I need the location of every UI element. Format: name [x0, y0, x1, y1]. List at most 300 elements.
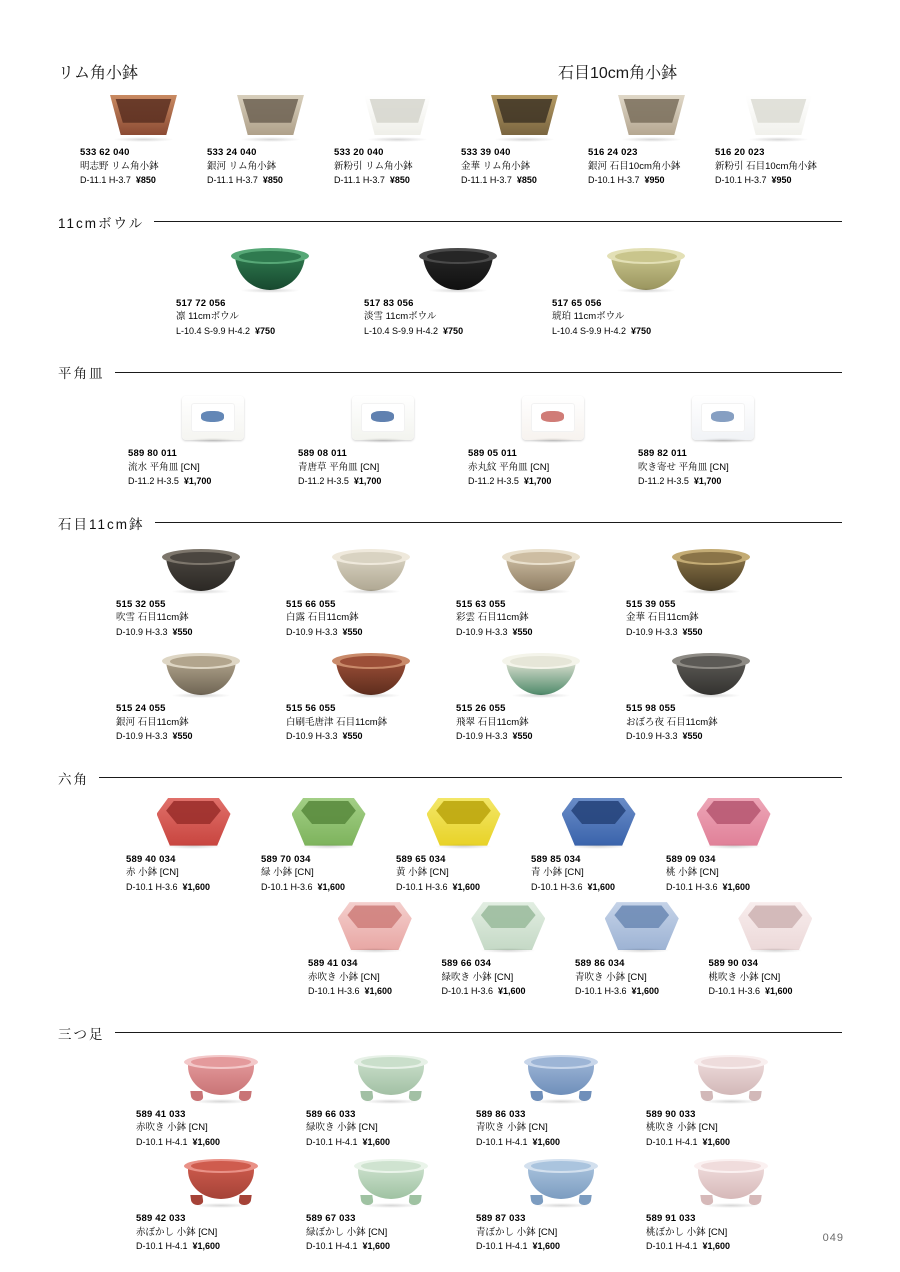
product-cell[interactable] [116, 643, 286, 744]
product-code: 517 72 056 [176, 297, 226, 309]
product-dimensions: D-10.1 H-3.6 [531, 881, 583, 892]
product-spec [364, 325, 463, 339]
product-price: ¥1,600 [182, 881, 211, 892]
product-row [58, 539, 842, 640]
product-cell[interactable] [286, 643, 456, 744]
product-name: 吹き寄せ 平角皿 [CN] [638, 461, 729, 473]
product-cell[interactable] [552, 238, 740, 339]
product-code: 533 24 040 [207, 147, 257, 158]
product-price: ¥550 [342, 626, 363, 637]
product-cell[interactable] [575, 898, 709, 999]
product-code: 589 67 033 [306, 1213, 356, 1225]
product-code: 589 05 011 [468, 448, 518, 460]
product-image [626, 643, 796, 695]
product-dimensions: L-10.4 S-9.9 H-4.2 [552, 325, 627, 336]
product-image [207, 87, 334, 139]
product-name: 白露 石目11cm鉢 [286, 612, 359, 624]
product-image [286, 539, 456, 591]
product-price: ¥550 [682, 731, 703, 742]
product-code: 515 32 055 [116, 598, 166, 610]
section-heading-rim [58, 60, 540, 83]
product-dimensions: D-10.1 H-4.1 [136, 1241, 188, 1252]
product-image [646, 1153, 816, 1205]
product-spec [461, 174, 537, 188]
product-dimensions: D-10.1 H-4.1 [476, 1136, 528, 1147]
section-title: 石目11cm鉢 [58, 516, 145, 532]
section-header [58, 212, 842, 232]
product-dimensions: D-11.1 H-3.7 [334, 175, 385, 186]
product-name: 緑 小鉢 [CN] [261, 867, 314, 879]
product-price: ¥1,600 [317, 881, 346, 892]
product-price: ¥850 [389, 175, 410, 186]
product-image [116, 643, 286, 695]
product-price: ¥1,700 [353, 476, 382, 487]
product-cell[interactable] [126, 794, 261, 895]
product-cell[interactable] [715, 87, 842, 188]
product-code: 589 08 011 [298, 448, 348, 460]
product-image [456, 539, 626, 591]
product-price: ¥1,600 [498, 986, 526, 997]
product-dimensions: L-10.4 S-9.9 H-4.2 [176, 325, 251, 336]
product-code: 515 39 055 [626, 598, 676, 610]
product-price: ¥550 [682, 626, 703, 637]
product-spec [626, 730, 703, 744]
product-dimensions: D-10.1 H-3.6 [575, 986, 627, 997]
product-spec [176, 325, 275, 339]
product-spec [646, 1240, 730, 1254]
product-price: ¥1,600 [702, 1136, 731, 1147]
heading-rule [155, 522, 842, 523]
product-cell[interactable] [461, 87, 588, 188]
product-spec [468, 475, 551, 489]
product-name: 赤ぼかし 小鉢 [CN] [136, 1226, 218, 1238]
product-cell[interactable] [531, 794, 666, 895]
product-image [306, 1153, 476, 1205]
product-dimensions: L-10.4 S-9.9 H-4.2 [364, 325, 439, 336]
product-cell[interactable] [476, 1153, 646, 1254]
product-image [476, 1049, 646, 1101]
product-cell[interactable] [666, 794, 801, 895]
product-image [136, 1153, 306, 1205]
product-spec [116, 730, 193, 744]
product-dimensions: D-10.1 H-3.6 [666, 881, 718, 892]
product-image [468, 388, 638, 440]
product-cell[interactable] [456, 643, 626, 744]
product-image [136, 1049, 306, 1101]
product-name: 琥珀 11cmボウル [552, 311, 625, 323]
product-cell[interactable] [476, 1049, 646, 1150]
product-cell[interactable] [626, 539, 796, 640]
section-header [58, 768, 842, 788]
product-cell[interactable] [136, 1153, 306, 1254]
product-row [58, 643, 842, 744]
heading-rule [115, 372, 843, 373]
product-name: 彩雲 石目11cm鉢 [456, 612, 529, 624]
product-image [442, 898, 576, 950]
section-title: 11cmボウル [58, 215, 145, 231]
product-dimensions: D-10.1 H-3.6 [261, 881, 313, 892]
product-spec [126, 881, 210, 895]
product-name: 赤丸紋 平角皿 [CN] [468, 461, 550, 473]
product-cell[interactable] [176, 238, 364, 339]
product-name: 金華 石目11cm鉢 [626, 612, 699, 624]
product-dimensions: D-11.2 H-3.5 [468, 476, 519, 487]
product-name: 銀河 リム角小鉢 [207, 160, 277, 172]
product-name: おぼろ夜 石目11cm鉢 [626, 716, 718, 728]
section-rim-kaku-kobachi [58, 60, 842, 188]
product-cell[interactable] [638, 388, 808, 489]
section-bowl-11cm [58, 212, 842, 339]
heading-rule [115, 1032, 843, 1033]
product-name: 青ぼかし 小鉢 [CN] [476, 1226, 558, 1238]
product-image [396, 794, 531, 846]
product-spec [638, 475, 721, 489]
product-dimensions: D-11.1 H-3.7 [461, 175, 512, 186]
product-spec [261, 881, 345, 895]
product-dimensions: D-11.2 H-3.5 [638, 476, 689, 487]
product-code: 589 87 033 [476, 1213, 526, 1225]
product-image [715, 87, 842, 139]
product-image [461, 87, 588, 139]
product-cell[interactable] [286, 539, 456, 640]
product-spec [396, 881, 480, 895]
product-row [58, 1153, 842, 1254]
product-image [306, 1049, 476, 1101]
product-code: 517 83 056 [364, 297, 414, 309]
product-image [261, 794, 396, 846]
product-price: ¥850 [516, 175, 537, 186]
product-dimensions: D-10.1 H-4.1 [306, 1241, 358, 1252]
product-dimensions: D-10.9 H-3.3 [286, 626, 338, 637]
product-name: 吹雪 石目11cm鉢 [116, 612, 189, 624]
product-price: ¥750 [631, 325, 652, 336]
product-price: ¥550 [512, 626, 533, 637]
product-spec [575, 985, 659, 999]
product-cell[interactable] [306, 1049, 476, 1150]
product-code: 589 65 034 [396, 853, 446, 865]
product-cell[interactable] [646, 1153, 816, 1254]
product-cell[interactable] [626, 643, 796, 744]
product-spec [531, 881, 615, 895]
product-row [58, 87, 842, 188]
product-dimensions: D-10.1 H-3.6 [308, 986, 360, 997]
product-cell[interactable] [128, 388, 298, 489]
product-image [709, 898, 843, 950]
product-code: 589 91 033 [646, 1213, 696, 1225]
product-price: ¥950 [771, 175, 792, 186]
product-dimensions: D-10.1 H-3.7 [588, 175, 640, 186]
product-code: 516 20 023 [715, 147, 765, 158]
section-title: リム角小鉢 [58, 65, 139, 82]
product-cell[interactable] [207, 87, 334, 188]
product-code: 516 24 023 [588, 147, 638, 158]
product-code: 589 80 011 [128, 448, 178, 460]
section-rokkaku [58, 768, 842, 999]
product-price: ¥1,600 [532, 1241, 561, 1252]
product-spec [306, 1136, 390, 1150]
product-dimensions: D-10.1 H-3.6 [126, 881, 178, 892]
product-dimensions: D-10.9 H-3.3 [456, 626, 508, 637]
product-code: 589 86 033 [476, 1108, 526, 1120]
product-spec [588, 174, 665, 188]
product-spec [626, 626, 703, 640]
product-code: 589 90 033 [646, 1108, 696, 1120]
product-code: 515 63 055 [456, 598, 506, 610]
product-name: 緑吹き 小鉢 [CN] [441, 971, 514, 983]
product-image [126, 794, 261, 846]
product-code: 533 20 040 [334, 147, 384, 158]
product-name: 白刷毛唐津 石目11cm鉢 [286, 716, 388, 728]
section-header [58, 513, 842, 533]
product-code: 589 42 033 [136, 1213, 186, 1225]
product-image [476, 1153, 646, 1205]
product-name: 赤 小鉢 [CN] [126, 867, 179, 879]
product-name: 緑ぼかし 小鉢 [CN] [306, 1226, 388, 1238]
product-price: ¥1,700 [523, 476, 552, 487]
product-image [176, 238, 364, 290]
product-dimensions: D-10.1 H-4.1 [646, 1241, 698, 1252]
product-code: 589 40 034 [126, 853, 176, 865]
product-image [666, 794, 801, 846]
section-title-secondary: 石目10cm角小鉢 [558, 65, 678, 82]
section-header [58, 1023, 842, 1043]
product-name: 飛翠 石目11cm鉢 [456, 716, 529, 728]
section-heading-ishime10 [558, 60, 842, 83]
section-title: 六角 [58, 771, 89, 787]
product-image [626, 539, 796, 591]
product-price: ¥1,700 [693, 476, 722, 487]
product-dimensions: D-10.9 H-3.3 [626, 626, 678, 637]
section-title: 平角皿 [58, 366, 105, 382]
product-dimensions: D-11.1 H-3.7 [80, 175, 131, 186]
product-code: 533 39 040 [461, 147, 511, 158]
product-name: 桃吹き 小鉢 [CN] [708, 971, 781, 983]
product-price: ¥1,600 [532, 1136, 561, 1147]
product-price: ¥850 [135, 175, 156, 186]
product-cell[interactable] [298, 388, 468, 489]
product-code: 533 62 040 [80, 147, 130, 158]
product-code: 515 56 055 [286, 703, 336, 715]
product-name: 明志野 リム角小鉢 [80, 160, 159, 172]
product-spec [552, 325, 651, 339]
product-image [588, 87, 715, 139]
product-price: ¥1,600 [722, 881, 751, 892]
product-name: 桃ぼかし 小鉢 [CN] [646, 1226, 728, 1238]
product-spec [476, 1136, 560, 1150]
product-name: 新粉引 石目10cm角小鉢 [715, 160, 817, 172]
section-header-pair [58, 60, 842, 83]
product-name: 金華 リム角小鉢 [461, 160, 531, 172]
product-price: ¥1,600 [631, 986, 660, 997]
product-spec [116, 626, 193, 640]
product-price: ¥1,600 [192, 1136, 221, 1147]
product-cell[interactable] [261, 794, 396, 895]
product-row [58, 238, 842, 339]
product-image [646, 1049, 816, 1101]
section-hirakakuzara [58, 362, 842, 489]
product-cell[interactable] [308, 898, 442, 999]
section-ishime-11cm [58, 513, 842, 744]
product-cell[interactable] [80, 87, 207, 188]
product-name: 淡雪 11cmボウル [364, 311, 437, 323]
product-row [58, 794, 842, 895]
product-spec [128, 475, 211, 489]
product-price: ¥1,600 [364, 986, 393, 997]
product-price: ¥1,600 [192, 1241, 221, 1252]
product-code: 589 86 034 [575, 958, 625, 970]
product-dimensions: D-10.9 H-3.3 [626, 731, 678, 742]
product-spec [456, 626, 533, 640]
product-dimensions: D-10.9 H-3.3 [286, 731, 338, 742]
product-dimensions: D-11.2 H-3.5 [298, 476, 349, 487]
product-spec [646, 1136, 730, 1150]
section-header [58, 362, 842, 382]
product-price: ¥1,600 [587, 881, 616, 892]
product-code: 589 66 034 [441, 958, 492, 970]
product-dimensions: D-11.1 H-3.7 [207, 175, 258, 186]
product-spec [709, 985, 793, 999]
product-price: ¥750 [255, 325, 276, 336]
product-dimensions: D-10.1 H-3.6 [708, 986, 761, 997]
product-spec [286, 730, 363, 744]
product-spec [715, 174, 792, 188]
product-code: 589 41 033 [136, 1108, 186, 1120]
product-price: ¥550 [512, 731, 533, 742]
product-image [116, 539, 286, 591]
product-dimensions: D-10.9 H-3.3 [116, 626, 168, 637]
product-image [531, 794, 666, 846]
product-spec [442, 985, 526, 999]
product-code: 515 98 055 [626, 703, 676, 715]
product-code: 589 09 034 [666, 853, 716, 865]
product-code: 517 65 056 [552, 297, 602, 309]
product-image [364, 238, 552, 290]
product-name: 赤吹き 小鉢 [CN] [136, 1122, 208, 1134]
product-image [334, 87, 461, 139]
product-dimensions: D-10.1 H-4.1 [306, 1136, 358, 1147]
heading-rule [154, 221, 842, 222]
heading-rule [99, 777, 842, 778]
product-cell[interactable] [334, 87, 461, 188]
product-cell[interactable] [456, 539, 626, 640]
product-price: ¥1,600 [362, 1241, 391, 1252]
product-name: 桃 小鉢 [CN] [666, 867, 719, 879]
product-image [552, 238, 740, 290]
product-image [286, 643, 456, 695]
product-image [575, 898, 709, 950]
product-price: ¥1,600 [362, 1136, 391, 1147]
product-spec [80, 174, 156, 188]
product-dimensions: D-11.2 H-3.5 [128, 476, 179, 487]
product-name: 赤吹き 小鉢 [CN] [308, 971, 380, 983]
product-name: 黄 小鉢 [CN] [396, 867, 449, 879]
product-code: 589 70 034 [261, 853, 311, 865]
product-spec [298, 475, 381, 489]
product-price: ¥1,600 [765, 986, 793, 997]
product-spec [476, 1240, 560, 1254]
product-price: ¥750 [443, 325, 464, 336]
product-image [456, 643, 626, 695]
product-price: ¥550 [172, 626, 193, 637]
product-name: 桃吹き 小鉢 [CN] [646, 1122, 718, 1134]
product-code: 589 41 034 [308, 958, 358, 970]
product-image [298, 388, 468, 440]
product-dimensions: D-10.1 H-4.1 [646, 1136, 698, 1147]
product-spec [136, 1136, 220, 1150]
product-cell[interactable] [468, 388, 638, 489]
product-spec [666, 881, 750, 895]
product-price: ¥1,600 [452, 881, 481, 892]
product-name: 緑吹き 小鉢 [CN] [306, 1122, 378, 1134]
page-number: 049 [822, 1232, 844, 1244]
product-image [80, 87, 207, 139]
product-cell[interactable] [442, 898, 576, 999]
product-name: 青吹き 小鉢 [CN] [476, 1122, 548, 1134]
product-cell[interactable] [588, 87, 715, 188]
product-name: 流水 平角皿 [CN] [128, 461, 200, 473]
product-code: 589 85 034 [531, 853, 581, 865]
section-title: 三つ足 [58, 1026, 105, 1042]
product-image [308, 898, 442, 950]
product-dimensions: D-10.1 H-4.1 [476, 1241, 528, 1252]
product-code: 589 82 011 [638, 448, 688, 460]
product-name: 新粉引 リム角小鉢 [334, 160, 413, 172]
product-cell[interactable] [396, 794, 531, 895]
product-cell[interactable] [709, 898, 843, 999]
product-spec [286, 626, 363, 640]
product-code: 589 90 034 [708, 958, 759, 970]
product-name: 銀河 石目11cm鉢 [116, 716, 189, 728]
product-cell[interactable] [364, 238, 552, 339]
product-name: 青 小鉢 [CN] [531, 867, 584, 879]
product-price: ¥550 [342, 731, 363, 742]
product-code: 515 24 055 [116, 703, 166, 715]
product-name: 銀河 石目10cm角小鉢 [588, 160, 681, 172]
product-spec [456, 730, 533, 744]
product-code: 515 66 055 [286, 598, 336, 610]
product-price: ¥950 [644, 175, 665, 186]
product-image [638, 388, 808, 440]
product-code: 589 66 033 [306, 1108, 356, 1120]
product-dimensions: D-10.9 H-3.3 [456, 731, 508, 742]
product-spec [207, 174, 283, 188]
product-row [58, 1049, 842, 1150]
product-cell[interactable] [136, 1049, 306, 1150]
product-cell[interactable] [306, 1153, 476, 1254]
product-price: ¥1,700 [183, 476, 212, 487]
product-name: 青唐草 平角皿 [CN] [298, 461, 380, 473]
product-price: ¥1,600 [702, 1241, 731, 1252]
product-dimensions: D-10.1 H-3.6 [441, 986, 494, 997]
product-name: 凛 11cmボウル [176, 311, 239, 323]
product-dimensions: D-10.9 H-3.3 [116, 731, 168, 742]
product-spec [308, 985, 392, 999]
product-price: ¥550 [172, 731, 193, 742]
product-spec [136, 1240, 220, 1254]
product-dimensions: D-10.1 H-4.1 [136, 1136, 188, 1147]
product-dimensions: D-10.1 H-3.6 [396, 881, 448, 892]
product-code: 515 26 055 [456, 703, 506, 715]
product-cell[interactable] [646, 1049, 816, 1150]
product-image [128, 388, 298, 440]
product-spec [334, 174, 410, 188]
section-mitsuashi [58, 1023, 842, 1254]
product-dimensions: D-10.1 H-3.7 [715, 175, 767, 186]
product-cell[interactable] [116, 539, 286, 640]
product-row [58, 388, 842, 489]
product-price: ¥850 [262, 175, 283, 186]
product-spec [306, 1240, 390, 1254]
